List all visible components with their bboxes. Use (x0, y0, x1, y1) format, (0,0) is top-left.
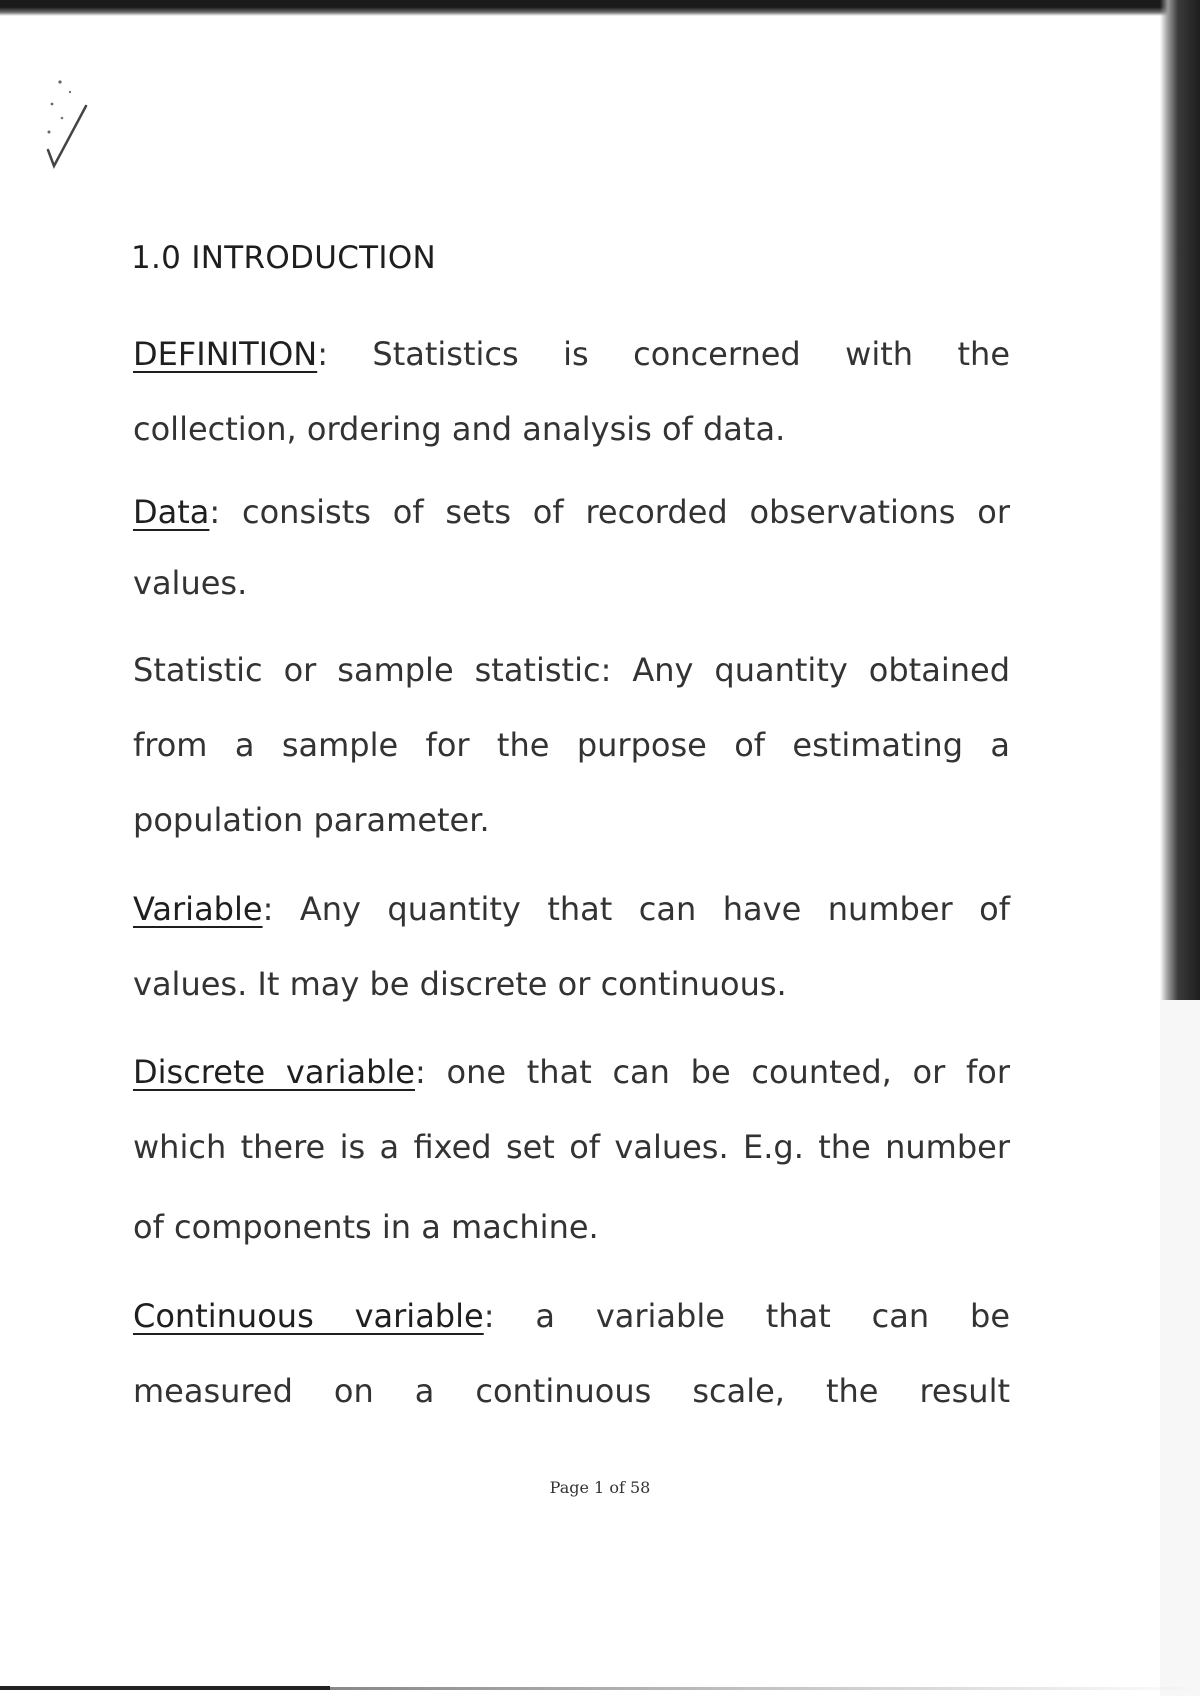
definition-term: DEFINITION (133, 335, 318, 373)
statistic-text-line-2: from a sample for the purpose of estimating a (133, 726, 1010, 764)
definition-paragraph-cont (133, 392, 1010, 467)
data-text-line-2: values. (133, 564, 248, 602)
statistic-text-line-3: population parameter. (133, 801, 490, 839)
statistic-paragraph (133, 633, 1010, 783)
continuous-text-line-2: measured on a continuous scale, the result (133, 1372, 1010, 1410)
variable-paragraph-cont (133, 947, 1010, 1022)
continuous-text-line-1: : a variable that can be (483, 1297, 1011, 1335)
discrete-term: Discrete variable (133, 1053, 415, 1091)
data-paragraph-cont (133, 546, 1010, 621)
discrete-paragraph (133, 1035, 1010, 1185)
variable-text-line-1: : Any quantity that can have number of (262, 890, 1010, 928)
statistic-paragraph-cont (133, 783, 1010, 858)
scan-bottom-edge (0, 1686, 330, 1690)
discrete-text-line-1: : one that can be counted, or for (414, 1053, 1010, 1091)
continuous-term: Continuous variable (133, 1297, 484, 1335)
discrete-paragraph-cont (133, 1190, 1010, 1265)
definition-paragraph (133, 317, 1010, 392)
section-heading: 1.0 INTRODUCTION (131, 240, 437, 276)
statistic-text-line-1: Statistic or sample statistic: Any quantity obtained (133, 651, 1010, 689)
data-paragraph (133, 475, 1010, 550)
definition-text-line-2: collection, ordering and analysis of data. (133, 410, 786, 448)
pen-checkmark-icon (40, 70, 110, 180)
definition-text-line-1: : Statistics is concerned with the (317, 335, 1010, 373)
variable-text-line-2: values. It may be discrete or continuous. (133, 965, 787, 1003)
scan-right-edge-lower (1160, 1000, 1200, 1696)
data-term: Data (133, 493, 210, 531)
variable-term: Variable (133, 890, 263, 928)
page-number: Page 1 of 58 (549, 1478, 651, 1497)
continuous-paragraph (133, 1279, 1010, 1429)
scan-bottom-edge-fade (330, 1687, 1200, 1690)
discrete-text-line-2: which there is a fixed set of values. E.g. the number (133, 1128, 1010, 1166)
data-text-line-1: : consists of sets of recorded observations or (209, 493, 1010, 531)
variable-paragraph (133, 872, 1010, 947)
discrete-text-line-3: of components in a machine. (133, 1208, 599, 1246)
scan-top-edge (0, 0, 1200, 16)
